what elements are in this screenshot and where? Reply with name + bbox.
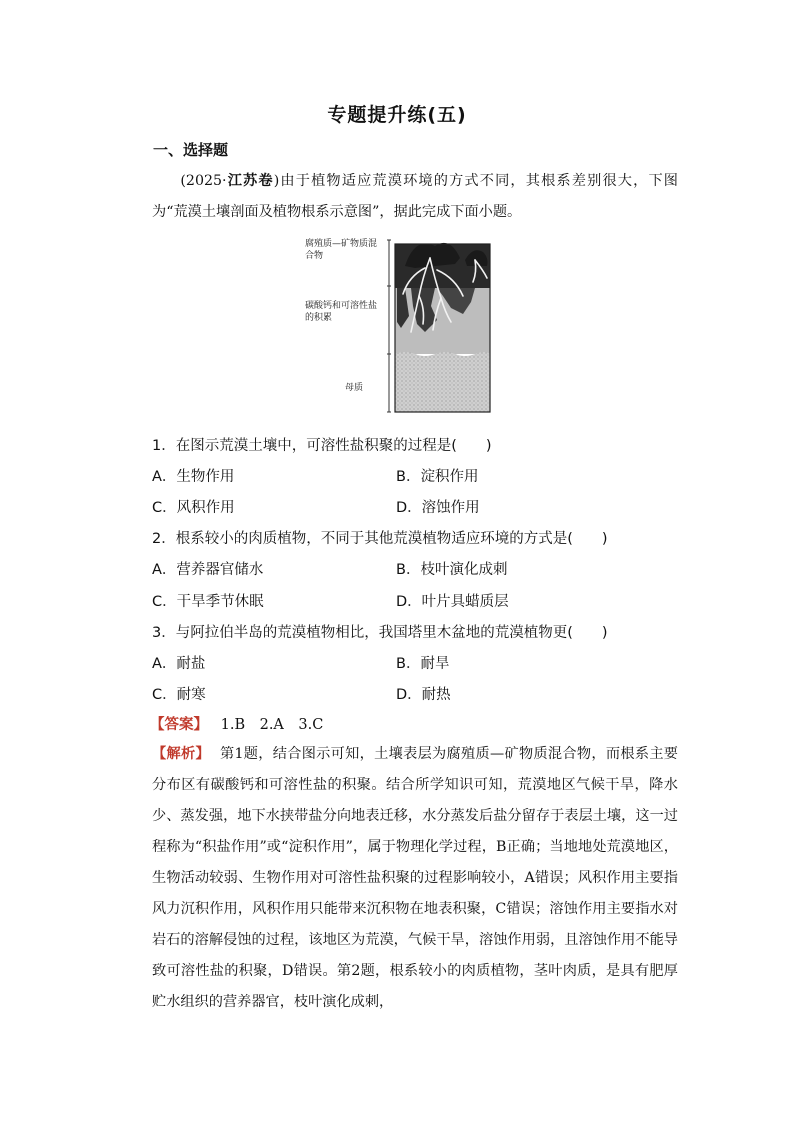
question-2-option-d: D．叶片具蜡质层 [396, 594, 509, 610]
question-3-stem: 3．与阿拉伯半岛的荒漠植物相比，我国塔里木盆地的荒漠植物更( ) [152, 625, 608, 641]
label-humus-layer: 腐殖质—矿物质混合物 [305, 239, 378, 261]
answer-line [150, 713, 323, 734]
question-1-option-b: B．淀积作用 [396, 469, 479, 485]
page-title: 专题提升练(五) [327, 104, 467, 126]
answer-text: 1.B 2.A 3.C [220, 717, 324, 733]
question-1-option-d: D．溶蚀作用 [396, 500, 480, 516]
question-3-option-c: C．耐寒 [152, 687, 206, 703]
question-3-option-b: B．耐旱 [396, 656, 450, 672]
source-name: 江苏卷 [226, 173, 274, 189]
analysis-tag: 【解析】 [152, 746, 210, 762]
section-heading: 一、选择题 [153, 141, 229, 159]
question-1-stem: 1．在图示荒漠土壤中，可溶性盐积聚的过程是( ) [152, 438, 492, 454]
soil-profile-diagram [305, 236, 495, 416]
analysis-text: 第1题，结合图示可知，土壤表层为腐殖质—矿物质混合物，而根系主要分布区有碳酸钙和可溶性盐的积聚。结合所学知识可知，荒漠地区气候干旱，降水少、蒸发强，地下水挟带盐分向地表迁移，水分蒸发后盐分留存于表层土壤，这一过程称为“积盐作用”或“淀积作用”，属于物理化学过程，B正确；当地地处荒漠地区，生物活动较弱、生物作用对可溶性盐积聚的过程影响较小，A错误；风积作用主要指风力沉积作用，风积作用只能带来沉积物在地表积聚，C错误；溶蚀作用主要指水对岩石的溶解侵蚀的过程，该地区为荒漠，气候干旱，溶蚀作用弱，且溶蚀作用不能导致可溶性盐的积聚，D错误。第2题，根系较小的肉质植物，茎叶肉质，是具有肥厚贮水组织的营养器官，枝叶演化成刺， [152, 746, 678, 1010]
intro-text: 由于植物适应荒漠环境的方式不同，其根系差别很大，下图为“荒漠土壤剖面及植物根系示意图”，据此完成下面小题。 [152, 173, 678, 220]
analysis-paragraph [152, 739, 678, 1018]
salt-accumulation-layer [395, 288, 490, 354]
question-2-option-b: B．枝叶演化成刺 [396, 562, 508, 578]
question-3-option-d: D．耐热 [396, 687, 451, 703]
question-1-option-c: C．风积作用 [152, 500, 235, 516]
question-2-stem: 2．根系较小的肉质植物，不同于其他荒漠植物适应环境的方式是( ) [152, 531, 608, 547]
question-1-option-a: A．生物作用 [152, 469, 235, 485]
answer-tag: 【答案】 [150, 717, 208, 733]
question-3-option-a: A．耐盐 [152, 656, 206, 672]
question-2-option-a: A．营养器官储水 [152, 562, 264, 578]
intro-paragraph [152, 166, 678, 228]
parent-material-layer [395, 352, 490, 412]
source-prefix: (2025· [180, 173, 227, 189]
label-salt-layer: 碳酸钙和可溶性盐的积累 [305, 301, 378, 323]
question-2-option-c: C．干旱季节休眠 [152, 594, 264, 610]
soil-profile-figure [305, 236, 495, 416]
source-suffix: ) [273, 173, 280, 189]
label-parent-material: 母质 [345, 383, 364, 393]
